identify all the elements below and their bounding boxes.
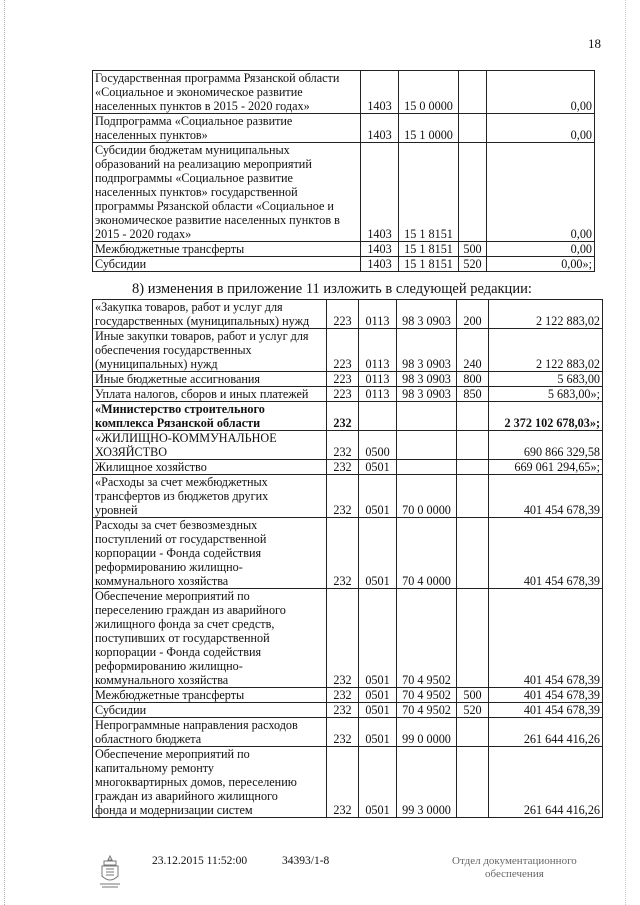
row-section-code: 0501	[359, 747, 397, 818]
row-name: Подпрограмма «Социальное развитие населенных пунктов»	[93, 114, 361, 143]
row-ministry-code: 232	[327, 475, 359, 518]
row-name: Субсидии	[93, 257, 361, 272]
table-row	[93, 114, 595, 143]
row-name: Государственная программа Рязанской области «Социальное и экономическое развитие населенных пунктов в 2015 - 2020 годах»	[93, 71, 361, 114]
table-row	[93, 718, 603, 747]
row-expense-type	[459, 71, 487, 114]
row-target-article: 98 3 0903	[397, 300, 457, 329]
row-amount: 0,00	[487, 242, 595, 257]
row-section-code: 0113	[359, 329, 397, 372]
row-expense-type: 200	[457, 300, 489, 329]
row-section-code: 1403	[361, 143, 399, 242]
row-amount: 401 454 678,39	[489, 688, 603, 703]
row-target-article: 98 3 0903	[397, 372, 457, 387]
row-name: Межбюджетные трансферты	[93, 688, 327, 703]
row-ministry-code: 232	[327, 431, 359, 460]
row-amount: 0,00	[487, 71, 595, 114]
row-section-code: 0113	[359, 372, 397, 387]
row-section-code: 0501	[359, 460, 397, 475]
row-name: «Закупка товаров, работ и услуг для государственных (муниципальных) нужд	[93, 300, 327, 329]
row-name: Иные бюджетные ассигнования	[93, 372, 327, 387]
row-name: «ЖИЛИЩНО-КОММУНАЛЬНОЕ ХОЗЯЙСТВО	[93, 431, 327, 460]
stamp-line-2: обеспечения	[485, 868, 544, 880]
row-target-article: 15 1 8151	[399, 242, 459, 257]
row-amount: 401 454 678,39	[489, 703, 603, 718]
table-row	[93, 589, 603, 688]
row-target-article: 98 3 0903	[397, 387, 457, 402]
table-row	[93, 475, 603, 518]
table-row	[93, 688, 603, 703]
row-amount: 261 644 416,26	[489, 747, 603, 818]
coat-of-arms-emblem	[98, 854, 122, 888]
row-section-code: 0113	[359, 300, 397, 329]
row-section-code: 0501	[359, 518, 397, 589]
row-amount: 5 683,00	[489, 372, 603, 387]
row-target-article	[397, 431, 457, 460]
table-row	[93, 143, 595, 242]
row-ministry-code: 223	[327, 372, 359, 387]
row-ministry-code: 232	[327, 688, 359, 703]
row-section-code: 0501	[359, 589, 397, 688]
row-ministry-code: 232	[327, 460, 359, 475]
table-row	[93, 518, 603, 589]
row-name: «Расходы за счет межбюджетных трансфертов из бюджетов других уровней	[93, 475, 327, 518]
table-row	[93, 703, 603, 718]
row-expense-type: 850	[457, 387, 489, 402]
row-amount: 401 454 678,39	[489, 589, 603, 688]
row-section-code	[359, 402, 397, 431]
row-name: Обеспечение мероприятий по капитальному ремонту многоквартирных домов, переселению граждан из аварийного жилищного фонда и модернизации систем	[93, 747, 327, 818]
row-expense-type	[457, 475, 489, 518]
table-row	[93, 460, 603, 475]
stamp-line-1: Отдел документационного	[452, 855, 577, 867]
scan-edge-right	[625, 0, 627, 905]
row-name: Расходы за счет безвозмездных поступлений от государственной корпорации - Фонда содействия реформированию жилищно- коммунального хозяйства	[93, 518, 327, 589]
row-expense-type	[457, 460, 489, 475]
row-name: Субсидии	[93, 703, 327, 718]
table-row	[93, 747, 603, 818]
row-section-code: 0501	[359, 688, 397, 703]
row-amount: 669 061 294,65»;	[489, 460, 603, 475]
table-row	[93, 431, 603, 460]
row-target-article: 70 4 9502	[397, 589, 457, 688]
row-ministry-code: 232	[327, 747, 359, 818]
row-amount: 0,00»;	[487, 257, 595, 272]
row-section-code: 0501	[359, 703, 397, 718]
row-ministry-code: 232	[327, 718, 359, 747]
footer-datetime: 23.12.2015 11:52:00	[152, 855, 248, 867]
row-amount: 0,00	[487, 143, 595, 242]
row-amount: 2 372 102 678,03»;	[489, 402, 603, 431]
row-expense-type	[457, 402, 489, 431]
row-amount: 2 122 883,02	[489, 329, 603, 372]
row-target-article: 99 3 0000	[397, 747, 457, 818]
row-amount: 5 683,00»;	[489, 387, 603, 402]
row-name: Непрограммные направления расходов областного бюджета	[93, 718, 327, 747]
row-name: Уплата налогов, сборов и иных платежей	[93, 387, 327, 402]
budget-table-continuation	[92, 70, 595, 272]
scan-edge-left	[4, 0, 6, 905]
row-target-article: 70 4 9502	[397, 703, 457, 718]
row-target-article: 15 1 8151	[399, 257, 459, 272]
row-amount: 690 866 329,58	[489, 431, 603, 460]
row-expense-type	[457, 589, 489, 688]
row-expense-type: 520	[457, 703, 489, 718]
row-section-code: 1403	[361, 71, 399, 114]
row-expense-type: 500	[457, 688, 489, 703]
row-name: Жилищное хозяйство	[93, 460, 327, 475]
table-row	[93, 300, 603, 329]
row-ministry-code: 232	[327, 703, 359, 718]
row-expense-type	[457, 747, 489, 818]
row-section-code: 0501	[359, 475, 397, 518]
table-row	[93, 372, 603, 387]
row-target-article: 15 1 8151	[399, 143, 459, 242]
row-section-code: 0501	[359, 718, 397, 747]
row-name: Иные закупки товаров, работ и услуг для обеспечения государственных (муниципальных) нужд	[93, 329, 327, 372]
row-target-article: 70 0 0000	[397, 475, 457, 518]
department-stamp	[452, 855, 577, 881]
table-row	[93, 329, 603, 372]
row-ministry-code: 223	[327, 300, 359, 329]
row-ministry-code: 232	[327, 402, 359, 431]
row-expense-type	[457, 518, 489, 589]
row-target-article: 98 3 0903	[397, 329, 457, 372]
row-target-article	[397, 402, 457, 431]
row-amount: 0,00	[487, 114, 595, 143]
row-target-article: 70 4 9502	[397, 688, 457, 703]
row-target-article	[397, 460, 457, 475]
row-expense-type: 520	[459, 257, 487, 272]
row-expense-type: 500	[459, 242, 487, 257]
row-section-code: 1403	[361, 257, 399, 272]
row-ministry-code: 223	[327, 329, 359, 372]
table-row	[93, 387, 603, 402]
row-ministry-code: 232	[327, 589, 359, 688]
row-name: Межбюджетные трансферты	[93, 242, 361, 257]
row-ministry-code: 232	[327, 518, 359, 589]
table-row	[93, 402, 603, 431]
row-ministry-code: 223	[327, 387, 359, 402]
row-section-code: 0500	[359, 431, 397, 460]
row-target-article: 15 0 0000	[399, 71, 459, 114]
page-number: 18	[588, 36, 601, 51]
row-expense-type: 240	[457, 329, 489, 372]
row-target-article: 99 0 0000	[397, 718, 457, 747]
row-amount: 401 454 678,39	[489, 475, 603, 518]
row-target-article: 70 4 0000	[397, 518, 457, 589]
row-expense-type	[459, 143, 487, 242]
row-section-code: 1403	[361, 242, 399, 257]
row-amount: 2 122 883,02	[489, 300, 603, 329]
row-section-code: 0113	[359, 387, 397, 402]
budget-table-appendix-11	[92, 299, 603, 818]
footer-doc-number: 34393/1-8	[282, 855, 330, 867]
table-row	[93, 242, 595, 257]
row-name: Субсидии бюджетам муниципальных образований на реализацию мероприятий подпрограммы «Социальное развитие населенных пунктов» государственной программы Рязанской области «Социальное и экономическое развитие населенных пунктов в 2015 - 2020 годах»	[93, 143, 361, 242]
row-expense-type	[457, 718, 489, 747]
row-expense-type	[457, 431, 489, 460]
row-section-code: 1403	[361, 114, 399, 143]
row-expense-type: 800	[457, 372, 489, 387]
row-name: «Министерство строительного комплекса Рязанской области	[93, 402, 327, 431]
row-amount: 401 454 678,39	[489, 518, 603, 589]
table-row	[93, 71, 595, 114]
row-target-article: 15 1 0000	[399, 114, 459, 143]
row-amount: 261 644 416,26	[489, 718, 603, 747]
row-name: Обеспечение мероприятий по переселению граждан из аварийного жилищного фонда за счет средств, поступивших от государственной корпорации - Фонда содействия реформированию жилищно- коммунального хозяйства	[93, 589, 327, 688]
section-heading: 8) изменения в приложение 11 изложить в следующей редакции:	[132, 281, 532, 297]
table-row	[93, 257, 595, 272]
row-expense-type	[459, 114, 487, 143]
